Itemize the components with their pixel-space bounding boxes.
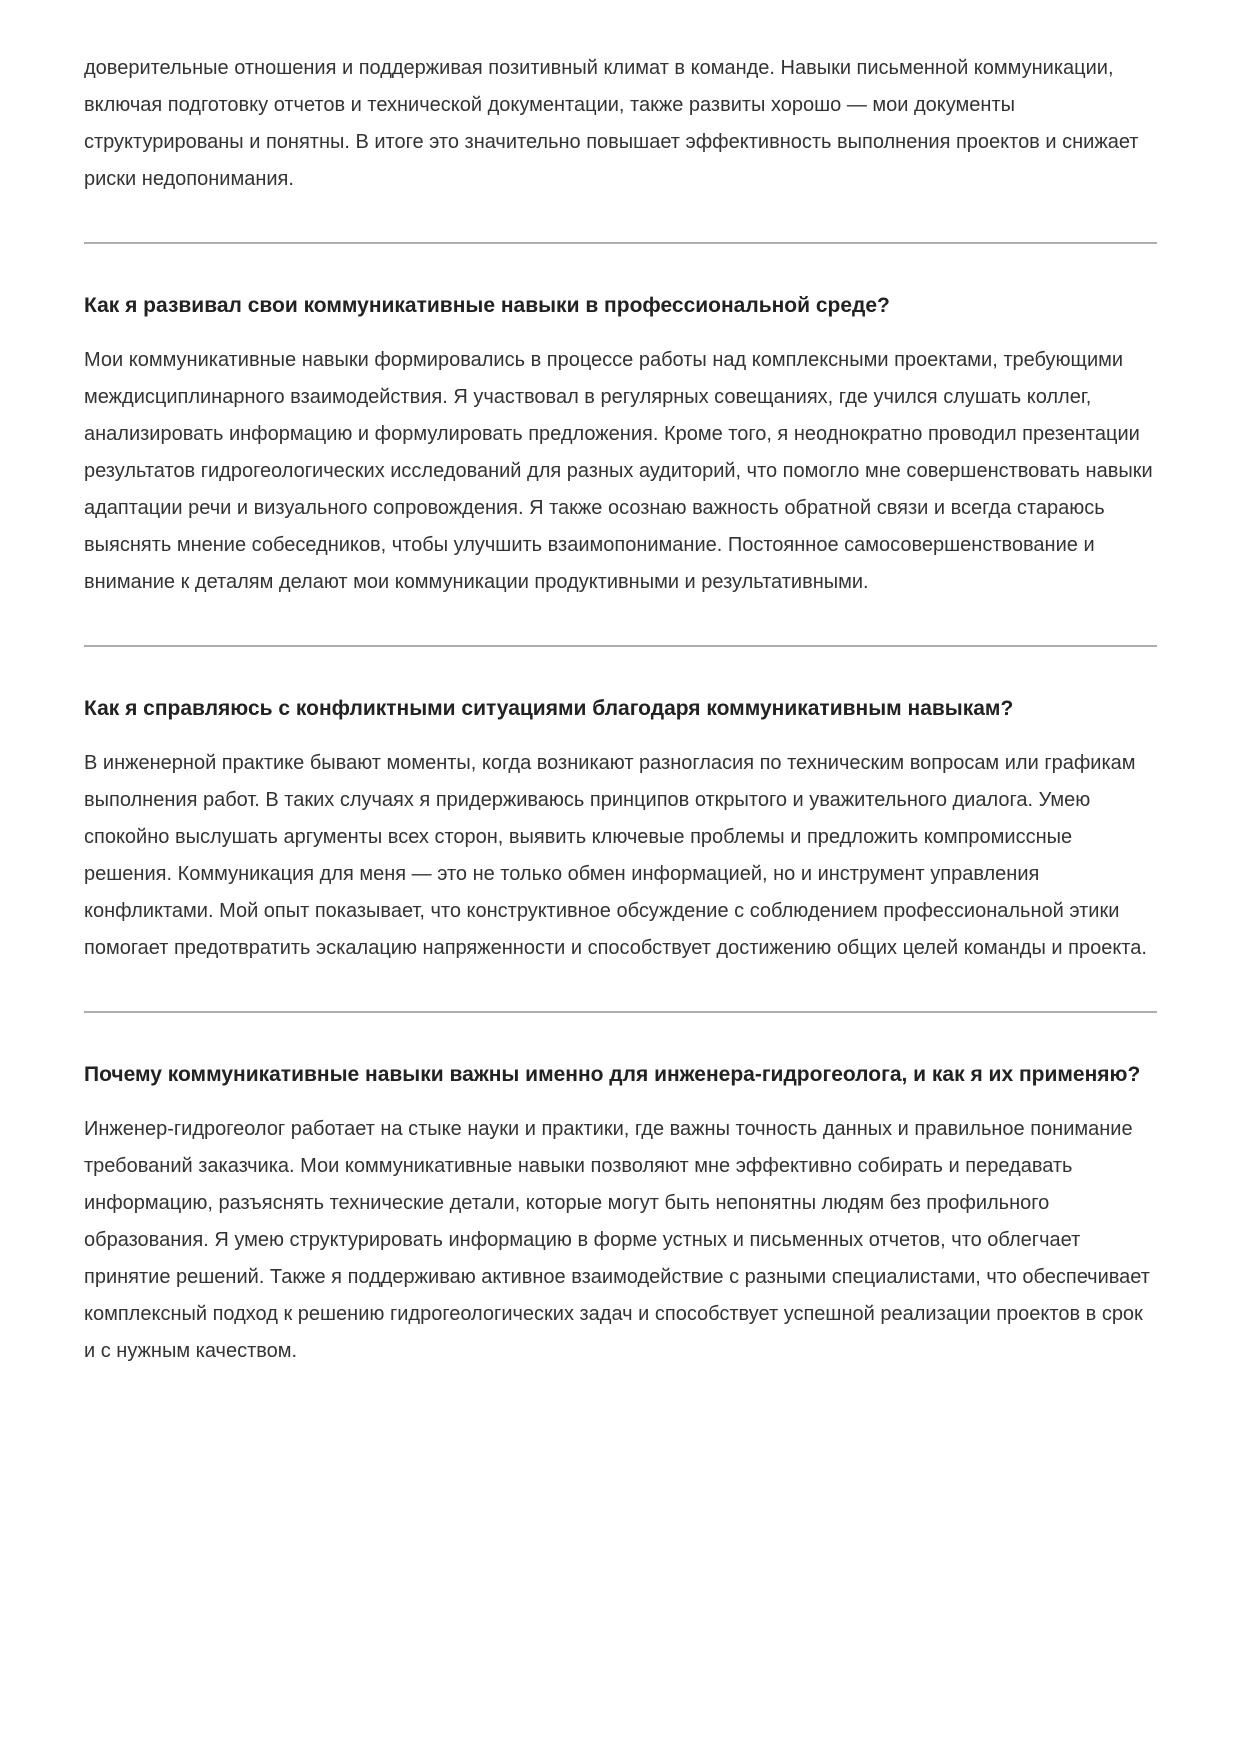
question-heading-importance-for-hydrogeologist: Почему коммуникативные навыки важны именно для инженера-гидрогеолога, и как я их применяю? [84, 1063, 1141, 1086]
question-heading-conflict-handling: Как я справляюсь с конфликтными ситуациями благодаря коммуникативным навыкам? [84, 697, 1014, 720]
section-developing-skills [84, 286, 1157, 601]
section-divider [84, 1011, 1157, 1013]
intro-paragraph: доверительные отношения и поддерживая позитивный климат в команде. Навыки письменной коммуникации, включая подготовку отчетов и технической документации, также развиты хорошо — мои документы структурированы и понятны. В итоге это значительно повышает эффективность выполнения проектов и снижает риски недопонимания. [84, 57, 1139, 190]
section-importance-for-hydrogeologist [84, 1055, 1157, 1370]
question-heading-developing-skills: Как я развивал свои коммуникативные навыки в профессиональной среде? [84, 294, 890, 317]
section-divider [84, 242, 1157, 244]
answer-paragraph-conflict-handling: В инженерной практике бывают моменты, когда возникают разногласия по техническим вопросам или графикам выполнения работ. В таких случаях я придерживаюсь принципов открытого и уважительного диалога. Умею спокойно выслушать аргументы всех сторон, выявить ключевые проблемы и предложить компромиссные решения. Коммуникация для меня — это не только обмен информацией, но и инструмент управления конфликтами. Мой опыт показывает, что конструктивное обсуждение с соблюдением профессиональной этики помогает предотвратить эскалацию напряженности и способствует достижению общих целей команды и проекта. [84, 752, 1147, 959]
answer-paragraph-importance-for-hydrogeologist: Инженер-гидрогеолог работает на стыке науки и практики, где важны точность данных и правильное понимание требований заказчика. Мои коммуникативные навыки позволяют мне эффективно собирать и передавать информацию, разъяснять технические детали, которые могут быть непонятны людям без профильного образования. Я умею структурировать информацию в форме устных и письменных отчетов, что облегчает принятие решений. Также я поддерживаю активное взаимодействие с разными специалистами, что обеспечивает комплексный подход к решению гидрогеологических задач и способствует успешной реализации проектов в срок и с нужным качеством. [84, 1118, 1150, 1362]
answer-paragraph-developing-skills: Мои коммуникативные навыки формировались в процессе работы над комплексными проектами, требующими междисциплинарного взаимодействия. Я участвовал в регулярных совещаниях, где учился слушать коллег, анализировать информацию и формулировать предложения. Кроме того, я неоднократно проводил презентации результатов гидрогеологических исследований для разных аудиторий, что помогло мне совершенствовать навыки адаптации речи и визуального сопровождения. Я также осознаю важность обратной связи и всегда стараюсь выяснять мнение собеседников, чтобы улучшить взаимопонимание. Постоянное самосовершенствование и внимание к деталям делают мои коммуникации продуктивными и результативными. [84, 349, 1153, 593]
section-divider [84, 645, 1157, 647]
section-conflict-handling [84, 689, 1157, 967]
